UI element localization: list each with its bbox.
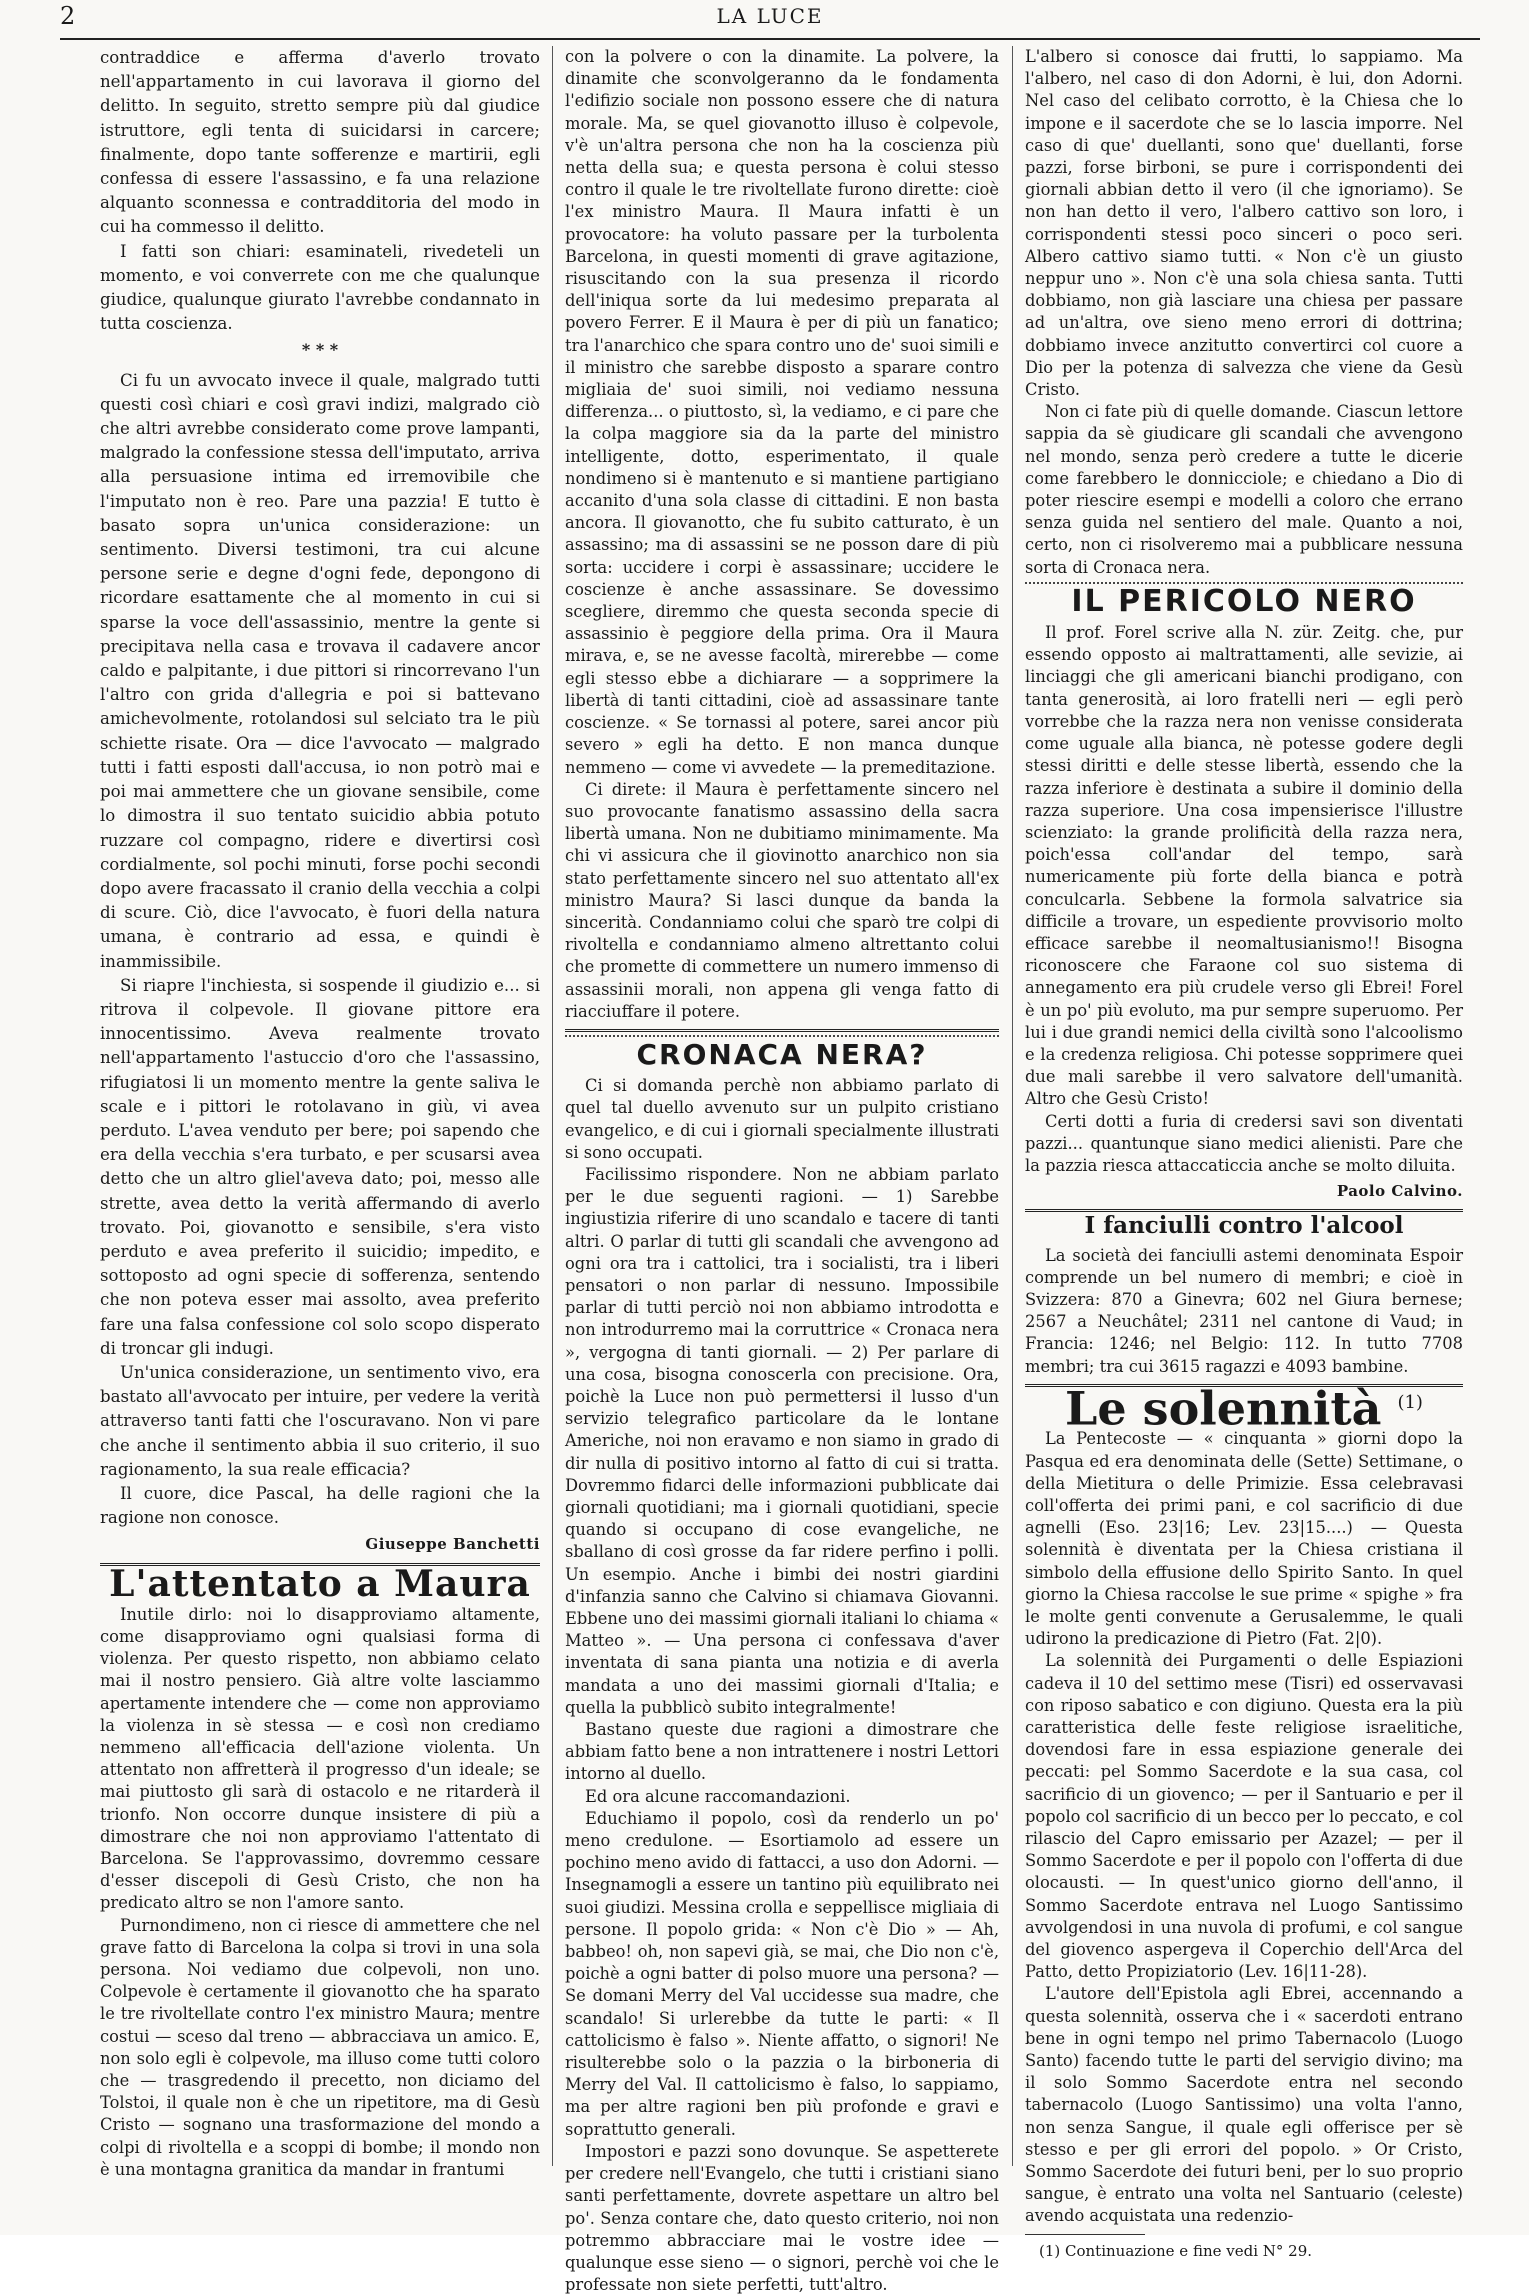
footnote: (1) Continuazione e fine vedi N° 29. [1039,2241,1313,2260]
divider [565,1029,999,1032]
paragraph: Il cuore, dice Pascal, ha delle ragioni che la ragione non conosce. [100,1483,540,1528]
footnote-rule [1025,2234,1145,2235]
title-text: Le solennità [1065,1381,1382,1436]
paragraph: Educhiamo il popolo, così da renderlo un po' meno credulone. — Esortiamolo ad essere un pochino meno avido di fattacci, a uso don Adorni. — Insegnamogli a essere un tantino più equilibrato nei suoi giudizi. Messina crolla e seppellisce migliaia di persone. Il popolo grida: « Non c'è Dio » — Ah, babbeo! oh, non sapevi già, se mai, che Dio non c'è, poichè a ogni batter di polso muore una persona? — Se domani Merry del Val uccidesse sua madre, che scandalo! Si urlerebbe da tutte le parti: « Il cattolicismo è falso ». Niente affatto, o signori! Ne risulterebbe solo o la pazzia o la birboneria di Merry del Val. Il cattolicismo è falso, lo sappiamo, ma per altre ragioni ben più profonde e gravi e soprattutto generali. [565,1808,999,2139]
paragraph: Facilissimo rispondere. Non ne abbiam parlato per le due seguenti ragioni. — 1) Sarebbe ingiustizia riferire di uno scandalo e tacere di tanti altri. O parlar di tutti gli scandali che avvengono ad ogni ora tra i cattolici, tra i socialisti, tra i liberi pensatori o non parlar di nessuno. Impossibile parlar di tutti perciò noi non abbiamo introdotta e non introdurremo mai la corruttrice « Cronaca nera », vergogna di tanti giornali. — 2) Per parlare di una cosa, bisogna conoscerla con precisione. Ora, poichè la Luce non può permettersi il lusso d'un servizio telegrafico particolare da le lontane Americhe, noi non eravamo e non siamo in grado di dir nulla di positivo intorno al fatto di cui si tratta. Dovremmo fidarci delle informazioni pubblicate dai giornali quotidiani; ma i giornali quotidiani, specie quando si occupano di cose evangeliche, ne sballano di così grosse da far ridere perfino i polli. Un esempio. Anche i bimbi dei nostri giardini d'infanzia sanno che Calvino si chiamava Giovanni. Ebbene uno dei massimi giornali italiani lo chiama « Matteo ». — Una persona ci confessava d'aver inventata di sana pianta una notizia e di averla mandata a uno dei massimi giornali d'Italia; e quella la pubblicò subito integralmente! [565,1164,999,1717]
article-title-maura: L'attentato a Maura [109,1562,531,1605]
paragraph: La società dei fanciulli astemi denominata Espoir comprende un bel numero di membri; e cioè in Svizzera: 870 a Ginevra; 602 nel Giura bernese; 2567 a Neuchâtel; 2311 nel cantone di Vaud; in Francia: 1246; nel Belgio: 112. In tutto 7708 membri; tra cui 3615 ragazzi e 4093 bambine. [1025,1245,1463,1376]
paragraph: Non ci fate più di quelle domande. Ciascun lettore sappia da sè giudicare gli scandali che avvengono nel mondo, senza però credere a tutte le dicerie come farebbero le donnicciole; e chiedano a Dio di poter riescire esempi e modelli a coloro che errano senza guida nel sentiero del male. Quanto a noi, certo, non ci risolveremo mai a pubblicare nessuna sorta di Cronaca nera. [1025,402,1463,577]
column-2 [565,46,999,2295]
paragraph: L'autore dell'Epistola agli Ebrei, accennando a questa solennità, osserva che i « sacerdoti entrano bene in ogni tempo nel primo Tabernacolo (Luogo Santo) facendo tutte le parti del servigio divino; ma il solo Sommo Sacerdote entra nel secondo tabernacolo (Luogo Santissimo) una volta l'anno, non senza Sangue, il quale egli offerisce per sè stesso e per gli errori del popolo. » Or Cristo, Sommo Sacerdote dei futuri beni, per lo suo proprio sangue, è entrato una volta nel Santuario (celeste) avendo acquistata una redenzio- [1025,1984,1463,2226]
paragraph: I fatti son chiari: esaminateli, rivedeteli un momento, e voi converrete con me che qualunque giudice, qualunque giurato l'avrebbe condannato in tutta coscienza. [100,241,540,334]
author-signature: Giuseppe Banchetti [365,1535,540,1554]
section-stars: * * * [301,340,339,360]
paragraph: Bastano queste due ragioni a dimostrare che abbiam fatto bene a non intrattenere i nostri Lettori intorno al duello. [565,1720,999,1784]
paragraph: con la polvere o con la dinamite. La polvere, la dinamite che sconvolgeranno da le fondamenta l'edifizio sociale non possono essere che di natura morale. Ma, se quel giovanotto illuso è colpevole, v'è un'altra persona che non ha la coscienza più netta della sua; e questa persona è colui stesso contro il quale le tre rivoltellate furono dirette: cioè l'ex ministro Maura. Il Maura infatti è un provocatore: ha voluto passare per la turbolenta Barcelona, in questi momenti di grave agitazione, risuscitando con la sua presenza il ricordo dell'iniqua sorte da lui medesimo preparata al povero Ferrer. E il Maura è per di più un fanatico; tra l'anarchico che spara contro uno de' suoi simili e il ministro che sarebbe disposto a sparare contro migliaia de' suoi simili, noi vediamo nessuna differenza... o piuttosto, sì, la vediamo, e ci pare che la colpa maggiore sia da la parte del ministro intelligente, dotto, esperimentato, il quale nondimeno si è mantenuto e si mantiene partigiano accanito d'una sola classe di cittadini. E non basta ancora. Il giovanotto, che fu subito catturato, è un assassino; ma di assassini se ne posson dare di più sorta: uccidere i corpi è assassinare; uccidere le coscienze è anche assassinare. Se dovessimo scegliere, diremmo che questa seconda specie di assassinio è peggiore della prima. Ora il Maura mirava, e, se ne avesse facoltà, mirerebbe — come egli stesso ebbe a dichiarare — a sopprimere la libertà di tanti cittadini, cioè ad assassinare tante coscienze. « Se tornassi al potere, sarei ancor più severo » egli ha detto. E non manca dunque nemmeno — come vi avvedete — la premeditazione. [565,47,999,777]
paragraph: Un'unica considerazione, un sentimento vivo, era bastato all'avvocato per intuire, per vedere la verità attraverso tanti fatti che l'oscuravano. Non vi pare che anche il sentimento abbia il suo criterio, il suo ragionamento, la sua reale efficacia? [100,1362,540,1479]
paragraph: L'albero si conosce dai frutti, lo sappiamo. Ma l'albero, nel caso di don Adorni, è lui, don Adorni. Nel caso del celibato corrotto, è la Chiesa che lo impone e il sacerdote che se lo lascia imporre. Nel caso di que' duellanti, sono que' duellanti, forse pazzi, forse birboni, se pure i corrispondenti dei giornali abbian detto il vero (il che ignoriamo). Se non han detto il vero, l'albero cattivo son loro, i corrispondenti stessi poco sinceri o poco seri. Albero cattivo siamo tutti. « Non c'è un giusto neppur uno ». Non c'è una sola chiesa santa. Tutti dobbiamo, non già lasciare una chiesa per passare ad un'altra, ove sieno meno errori di dottrina; dobbiamo invece anzitutto convertirci col cuore a Dio per la potenza di salvezza che viene da Gesù Cristo. [1025,47,1463,400]
article-title-pericolo: IL PERICOLO NERO [1071,583,1417,619]
paragraph: Si riapre l'inchiesta, si sospende il giudizio e... si ritrova il colpevole. Il giovane pittore era innocentissimo. Aveva realmente trovato nell'appartamento l'astuccio d'oro che l'assassino, rifugiatosi li un momento mentre la gente saliva le scale e i pittori le rotolavano in giù, vi avea perduto. L'avea venduto per bere; poi sapendo che era della vecchia s'era turbato, e per scusarsi avea detto che un altro gliel'aveva dato; poi, messo alle strette, avea detto la verità affermando di averlo trovato. Poi, giovanotto e sensibile, s'era visto perduto e avea preferito il suicidio; impedito, e sottoposto ad ogni specie di sofferenza, sentendo che non poteva esser mai assolto, avea preferito fare una falsa confessione col solo scopo disperato di troncar gli indugi. [100,975,540,1358]
paragraph: Ed ora alcune raccomandazioni. [585,1786,851,1806]
footnote-marker: (1) [1397,1391,1423,1413]
article-title-cronaca: CRONACA NERA? [636,1037,928,1071]
author-signature: Paolo Calvino. [1336,1182,1463,1201]
paragraph: Ci direte: il Maura è perfettamente sincero nel suo provocante fanatismo assassino della sacra libertà umana. Non ne dubitiamo minimamente. Ma chi vi assicura che il giovinotto anarchico non sia stato perfettamente sincero nel suo attentato all'ex ministro Maura? Si lasci dunque da banda la sincerità. Condanniamo colui che sparò tre colpi di rivoltella e condanniamo almeno altrettanto colui che promette di commettere un numero immenso di assassinii morali, non appena gli venga fatto di riacciuffare il potere. [565,779,999,1021]
paragraph: Inutile dirlo: noi lo disapproviamo altamente, come disapproviamo ogni qualsiasi forma di violenza. Per questo rispetto, non abbiamo celato mai il nostro pensiero. Già altre volte lasciammo apertamente intendere che — come non approviamo la violenza in sè stessa — e così non crediamo nemmeno all'efficacia dell'azione violenta. Un attentato non affretterà il progresso d'un ideale; se mai piuttosto gli sarà di ostacolo e ne ritarderà il trionfo. Non occorre dunque insistere di più a dimostrare che noi non approviamo l'attentato di Barcelona. Se l'approvassimo, dovremmo cessare d'esser discepoli di Gesù Cristo, che non ha predicato altro se non l'amore santo. [100,1604,540,1913]
paragraph: La Pentecoste — « cinquanta » giorni dopo la Pasqua ed era denominata delle (Sette) Settimane, o della Mietitura o delle Primizie. Essa celebravasi coll'offerta dei primi pani, e col sacrificio di due agnelli (Eso. 23|16; Lev. 23|15....) — Questa solennità è diventata per la Chiesa cristiana il simbolo della effusione dello Spirito Santo. In quel giorno la Chiesa raccolse le sue prime « spighe » fra le molte genti convenute a Gerusalemme, le quali udirono la predicazione di Pietro (Fat. 2|0). [1025,1429,1463,1649]
paragraph: Purnondimeno, non ci riesce di ammettere che nel grave fatto di Barcelona la colpa si trovi in una sola persona. Noi vediamo due colpevoli, non uno. Colpevole è certamente il giovanotto che ha sparato le tre rivoltellate contro l'ex ministro Maura; mentre costui — sceso dal treno — abbracciava un amico. E, non solo egli è colpevole, ma illuso come tutti coloro che — trasgredendo il precetto, non diciamo del Tolstoi, il quale non è che un ripetitore, ma di Gesù Cristo — sognano una trasformazione del mondo a colpi di rivoltella e a scoppi di bombe; il mondo non è una montagna granitica da mandar in frantumi [100,1915,540,2179]
paragraph: Ci fu un avvocato invece il quale, malgrado tutti questi così chiari e così gravi indizi, malgrado ciò che altri avrebbe considerato come prove lampanti, malgrado la confessione stessa dell'imputato, arriva alla persuasione intima ed irremovibile che l'imputato non è reo. Pare una pazzia! E tutto è basato sopra un'unica considerazione: un sentimento. Diversi testimoni, tra cui alcune persone serie e degne d'ogni fede, depongono di ricordare esattamente che al momento in cui si sparse la voce dell'assassinio, mentre la gente si precipitava nella casa e trovava il cadavere ancor caldo e palpitante, i due pittori si rincorrevano l'un l'altro con grida d'allegria e poi si battevano amichevolmente, rotolandosi sul selciato tra le più schiette risate. Ora — dice l'avvocato — malgrado tutti i fatti esposti dall'accusa, io non potrò mai e poi mai ammettere che un giovane sensibile, come lo dimostra il suo tentato suicidio abbia potuto ruzzare col compagno, ridere e divertirsi così cordialmente, sol pochi minuti, forse pochi secondi dopo avere fracassato il cranio della vecchia a colpi di scure. Ciò, dice l'avvocato, è fuori della natura umana, è contrario ad essa, e quindi è inammissibile. [100,370,540,971]
column-3 [1025,46,1463,2260]
paragraph: Impostori e pazzi sono dovunque. Se aspetterete per credere nell'Evangelo, che tutti i cristiani siano santi perfettamente, dovrete aspettare un altro bel po'. Senza contare che, dato questo criterio, noi non potremmo abbracciare mai le vostre idee — qualunque esse sieno — o signori, perchè voi che le professate non siete perfetti, tutt'altro. [565,2141,999,2295]
article-title-solennita [1025,1381,1463,1436]
page-header [60,0,1480,40]
column-separator [1012,46,1013,2166]
paragraph: Il prof. Forel scrive alla N. zür. Zeitg. che, pur essendo opposto ai maltrattamenti, alle sevizie, ai linciaggi che gli americani bianchi prodigano, con tanta generosità, ai loro fratelli neri — egli però vorrebbe che la razza nera non venisse considerata come uguale alla bianca, nè potesse godere degli stessi diritti e delle stesse libertà, essendo che la razza inferiore è destinata a subire il dominio della razza superiore. Una cosa impensierisce l'illustre scienziato: la grande prolificità della razza nera, poich'essa coll'andar del tempo, sarà numericamente più forte della bianca e potrà conculcarla. Sebbene la formola salvatrice sia difficile a trovare, un espediente provvisorio molto efficace sarebbe il neomaltusianismo!! Bisogna riconoscere che Faraone col suo sistema di annegamento era più crudele verso gli Ebrei! Forel è un po' più evoluto, ma pur sempre superuomo. Per lui i due grandi nemici della civiltà sono l'alcoolismo e la credenza religiosa. Chi potesse sopprimere quei due mali sarebbe il vero salvatore dell'umanità. Altro che Gesù Cristo! [1025,623,1463,1109]
masthead: LA LUCE [716,4,824,28]
column-1 [100,46,540,2196]
page-number: 2 [60,2,76,30]
column-separator [552,46,553,2166]
paragraph: La solennità dei Purgamenti o delle Espiazioni cadeva il 10 del settimo mese (Tisri) ed osservavasi con riposo sabatico e con digiuno. Questa era la più caratteristica delle feste religiose israelitiche, dovendosi fare in essa espiazione generale dei peccati: pel Sommo Sacerdote e la sua casa, col sacrificio di un giovenco; — per il Santuario e per il popolo col sacrificio di un becco per lo peccato, e col rilascio del Capro emissario per Azazel; — per il Sommo Sacerdote e per il popolo con l'offerta di due olocausti. — In quest'unico giorno dell'anno, il Sommo Sacerdote entrava nel Luogo Santissimo avvolgendosi in una nuvola di profumi, e col sangue del giovenco aspergeva il Coperchio dell'Arca del Patto, detto Propiziatorio (Lev. 16|11-28). [1025,1651,1463,1982]
paragraph: Certi dotti a furia di credersi savi son diventati pazzi... quantunque siano medici alienisti. Pare che la pazzia riesca attaccaticcia anche se molto diluita. [1025,1111,1463,1175]
article-title-fanciulli: I fanciulli contro l'alcool [1084,1212,1404,1240]
paragraph: Ci si domanda perchè non abbiamo parlato di quel tal duello avvenuto sur un pulpito cristiano evangelico, e di cui i giornali specialmente illustrati si sono occupati. [565,1076,999,1162]
paragraph: contraddice e afferma d'averlo trovato nell'appartamento in cui lavorava il giorno del delitto. In seguito, stretto sempre più dal giudice istruttore, egli tenta di suicidarsi in carcere; finalmente, dopo tante sofferenze e martirii, egli confessa di essere l'assassino, e fa una relazione alquanto sconnessa e contradditoria del modo in cui ha commesso il delitto. [100,48,540,237]
